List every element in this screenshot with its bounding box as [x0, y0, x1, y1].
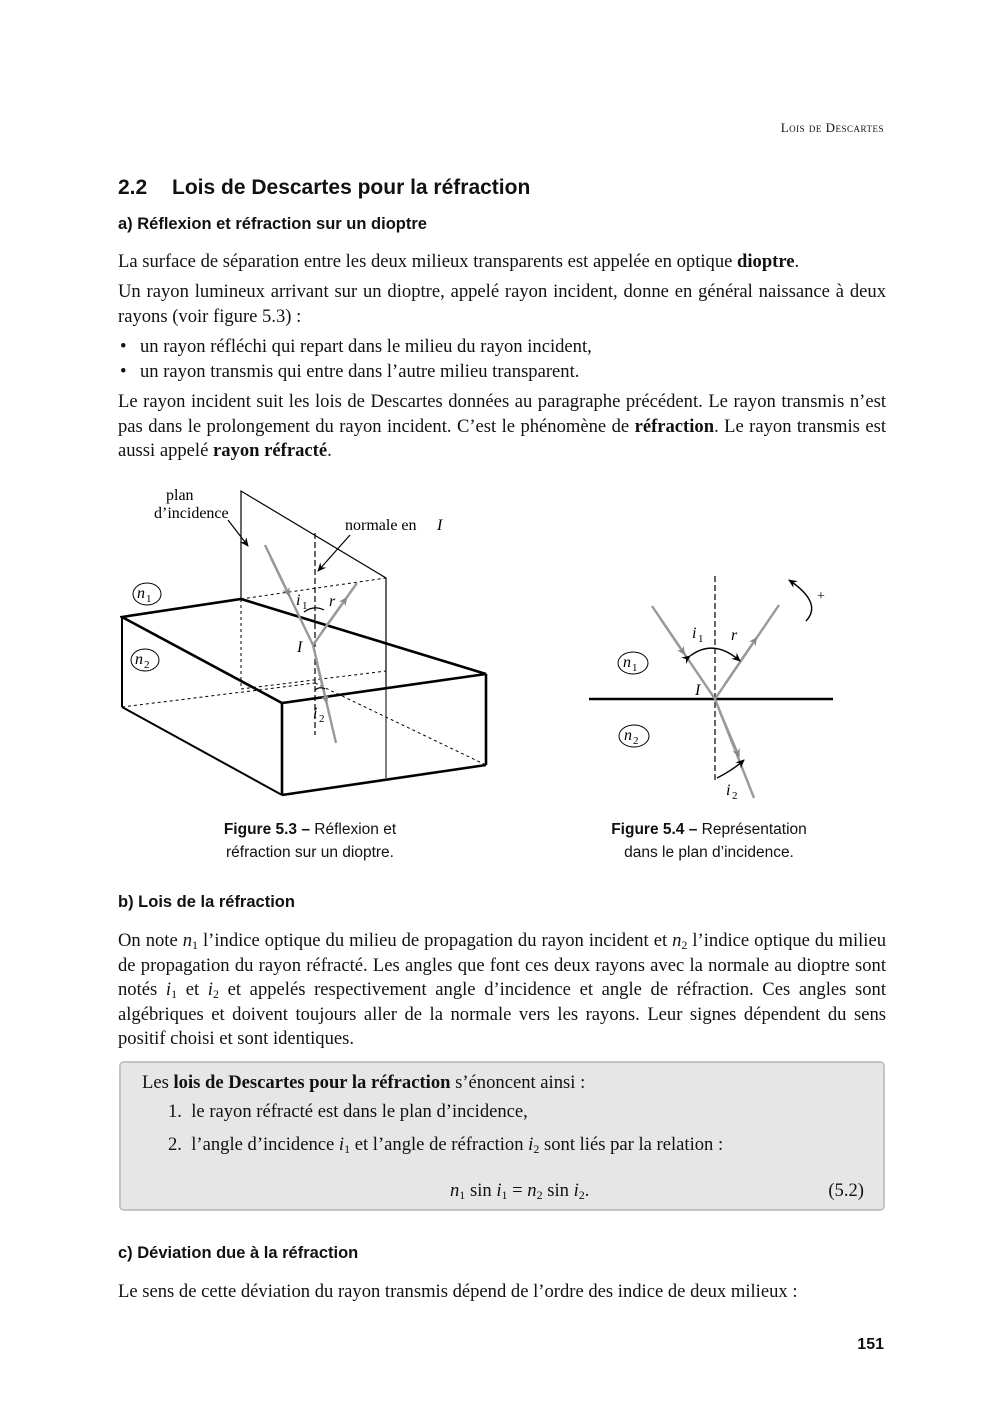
var-i: i [496, 1180, 502, 1201]
figure-5-3-diagram [120, 480, 500, 810]
label-i1 [692, 625, 704, 645]
var-n: n [450, 1180, 460, 1201]
subscript: 2 [681, 938, 688, 952]
item-number: 2. [168, 1134, 192, 1155]
subscript: 2 [533, 1142, 540, 1156]
var-n2: n [672, 930, 682, 951]
caption-dash: – [301, 821, 310, 838]
text: s’énoncent ainsi : [450, 1072, 586, 1093]
subscript: 1 [171, 987, 178, 1001]
label-r: r [731, 627, 738, 644]
caption-label: Figure 5.3 [223, 821, 298, 838]
var-i2: i [207, 979, 213, 1000]
period: . [584, 1180, 590, 1201]
text: Le rayon incident suit les lois de Descartes données au paragraphe précédent. Le rayon transmis n’est pas dans le prolongement du rayon incident. C’est le phénomène de [118, 391, 886, 437]
subscript: 1 [344, 1142, 351, 1156]
law-item-2 [168, 1133, 723, 1157]
caption-dash: – [688, 821, 698, 838]
laws-intro [142, 1071, 585, 1095]
subsection-a-title: a) Réflexion et réfraction sur un dioptre [118, 215, 427, 233]
text: le rayon réfracté est dans le plan d’incidence, [191, 1101, 528, 1122]
subscript: 1 [192, 938, 199, 952]
label-r: r [329, 593, 336, 610]
label-I: I [695, 682, 701, 699]
caption-line: dans le plan d’incidence. [624, 844, 794, 861]
figure-5-3-caption [185, 818, 435, 864]
subscript-1: 1 [146, 593, 152, 605]
subscript: 2 [536, 1188, 543, 1202]
sin: sin [469, 1180, 492, 1201]
label-i2 [726, 782, 738, 802]
var-i: i [313, 705, 318, 722]
plane-of-incidence [241, 491, 386, 778]
var-n1: n [182, 930, 193, 951]
list-item: • un rayon transmis qui entre dans l’autre milieu transparent. [118, 360, 886, 385]
caption-line [185, 818, 435, 841]
var-n: n [135, 651, 143, 668]
var-i1: i [165, 979, 172, 1000]
var-i: i [296, 592, 301, 609]
equals: = [512, 1180, 523, 1201]
subscript: 2 [578, 1188, 585, 1202]
subscript: 1 [501, 1188, 508, 1202]
text: et appelés respectivement angle d’incidence et angle de réfraction. Ces angles sont algébriques et doivent toujours aller de la normale vers les rayons. Leur signes dépendent du sens positif choisi et sont identiques. [118, 979, 886, 1049]
term-rayon-refracte: rayon réfracté [213, 440, 328, 461]
section-title [118, 176, 530, 200]
text: Les [142, 1072, 174, 1093]
var-i: i [573, 1180, 579, 1201]
text: . [327, 440, 332, 461]
label-plan: plan [166, 487, 194, 504]
text: . [794, 251, 800, 272]
caption-text: Représentation [701, 821, 807, 838]
caption-line [584, 818, 834, 841]
text: On note [118, 930, 183, 951]
caption-text: Réflexion et [314, 821, 397, 838]
text: . Le rayon transmis est aussi appelé [118, 415, 886, 461]
section-number: 2.2 [118, 176, 148, 199]
equation-5-2 [450, 1179, 589, 1203]
bullet-list [118, 335, 886, 384]
label-n2 [131, 649, 159, 671]
light-rays [265, 545, 357, 743]
label-i1 [296, 592, 308, 612]
equation-number: (5.2) [828, 1180, 864, 1201]
text: sont liés par la relation : [539, 1134, 724, 1155]
label-n1 [618, 652, 648, 674]
subscript: 2 [212, 987, 219, 1001]
subscript-2: 2 [633, 735, 639, 747]
subsection-c-title: c) Déviation due à la réfraction [118, 1244, 359, 1262]
paragraph-dioptre [118, 250, 886, 275]
label-I-point: I [297, 639, 303, 656]
text: l’indice optique du milieu de propagation du rayon réfracté. Les angles que font ces deux rayons avec la normale au dioptre sont notés [118, 930, 887, 1000]
var-n: n [624, 727, 632, 744]
var-i: i [726, 782, 731, 799]
subscript: 1 [459, 1188, 466, 1202]
positive-direction-arrow [789, 580, 825, 621]
subsection-b-title: b) Lois de la réfraction [118, 893, 295, 911]
text: l’indice optique du milieu de propagation du rayon incident et [198, 930, 673, 951]
subscript-2: 2 [732, 790, 738, 802]
caption-line: réfraction sur un dioptre. [225, 844, 394, 861]
var-i2: i [528, 1134, 534, 1155]
var-n: n [623, 654, 631, 671]
figure-5-4-diagram [580, 570, 840, 805]
text: et [177, 979, 208, 1000]
figure-5-4-caption [584, 818, 834, 864]
page-number: 151 [857, 1336, 884, 1353]
running-head: Lois de Descartes [780, 120, 884, 135]
label-I-normal: I [437, 517, 443, 534]
paragraph-deviation: Le sens de cette déviation du rayon transmis dépend de l’ordre des indice de deux milieux : [118, 1281, 798, 1302]
law-item-1 [168, 1100, 528, 1124]
subscript-1: 1 [302, 600, 308, 612]
laws-term: lois de Descartes pour la réfraction [173, 1072, 451, 1093]
label-n1 [133, 583, 161, 605]
var-n: n [137, 585, 145, 602]
section-title-text: Lois de Descartes pour la réfraction [172, 176, 531, 199]
paragraph-rayon: Un rayon lumineux arrivant sur un dioptre, appelé rayon incident, donne en général naissance à deux rayons (voir figure 5.3) : [118, 281, 886, 327]
paragraph-notation [118, 929, 886, 1052]
var-i: i [692, 625, 697, 642]
label-normale: normale en [345, 517, 417, 534]
text: l’angle d’incidence [191, 1134, 339, 1155]
var-i1: i [338, 1134, 345, 1155]
sin: sin [547, 1180, 569, 1201]
var-n: n [527, 1180, 537, 1201]
subscript-2: 2 [144, 659, 150, 671]
plus-sign: + [817, 589, 825, 604]
label-incidence: d’incidence [154, 505, 229, 522]
list-item: • un rayon réfléchi qui repart dans le milieu du rayon incident, [118, 335, 886, 360]
caption-label: Figure 5.4 [611, 821, 685, 838]
text: et l’angle de réfraction [350, 1134, 529, 1155]
text: La surface de séparation entre les deux milieux transparents est appelée en optique [118, 251, 738, 272]
term-dioptre: dioptre [737, 251, 795, 272]
subscript-1: 1 [698, 633, 704, 645]
subscript-2: 2 [319, 713, 325, 725]
label-n2 [619, 725, 649, 747]
subscript-1: 1 [632, 662, 638, 674]
item-number: 1. [168, 1101, 192, 1122]
term-refraction: réfraction [634, 415, 715, 437]
paragraph-refraction [118, 390, 886, 464]
